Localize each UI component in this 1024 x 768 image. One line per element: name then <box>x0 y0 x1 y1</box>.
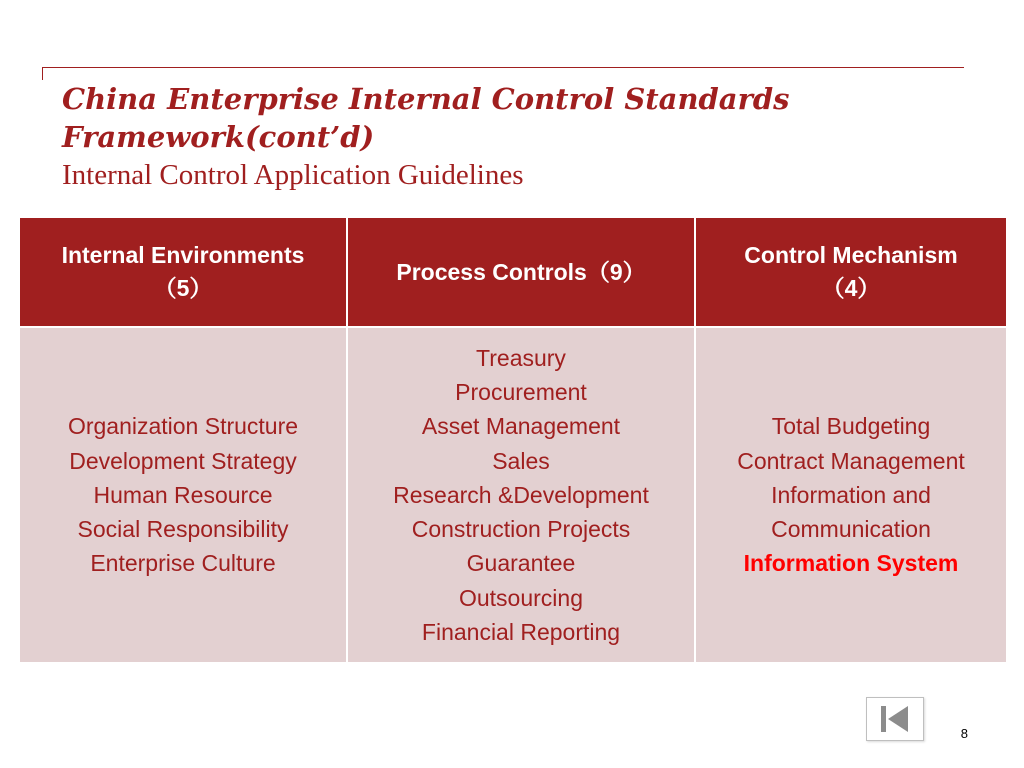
list-item: Treasury <box>476 345 566 372</box>
list-item: Outsourcing <box>458 584 583 611</box>
page-number: 8 <box>960 726 968 741</box>
list-item: Contract Management <box>737 447 965 474</box>
list-item: Enterprise Culture <box>90 550 276 577</box>
slide-title-line1: China Enterprise Internal Control Standards <box>62 82 790 116</box>
list-item: Asset Management <box>421 413 621 440</box>
title-block <box>62 80 942 194</box>
list-item: Construction Projects <box>411 516 631 543</box>
list-item: Development Strategy <box>69 447 297 474</box>
process-controls-cell <box>347 327 695 663</box>
highlighted-list-item: Information System <box>743 550 959 577</box>
list-item: Communication <box>771 516 931 543</box>
framework-table <box>18 216 1008 664</box>
control-mechanism-cell <box>695 327 1007 663</box>
top-rule-tick <box>42 67 43 80</box>
header-row <box>19 217 1007 327</box>
list-item: Organization Structure <box>67 413 299 440</box>
first-slide-button[interactable] <box>866 697 924 741</box>
header-count: （5） <box>153 275 213 301</box>
slide-title-line2: Framework(cont’d) <box>62 120 375 154</box>
list-item: Guarantee <box>466 550 576 577</box>
list-item: Procurement <box>455 379 587 406</box>
list-item: Human Resource <box>93 481 273 508</box>
header-internal-environments <box>19 217 347 327</box>
top-rule <box>42 67 964 68</box>
first-slide-icon <box>877 703 913 735</box>
list-item: Social Responsibility <box>77 516 289 543</box>
header-count: （4） <box>821 275 881 301</box>
content-row <box>19 327 1007 663</box>
list-item: Information and <box>771 481 931 508</box>
list-item: Financial Reporting <box>421 618 621 645</box>
header-label: Process Controls（9） <box>396 258 646 285</box>
list-item: Sales <box>492 447 550 474</box>
slide-subtitle: Internal Control Application Guidelines <box>62 159 524 191</box>
slide-title <box>62 80 942 156</box>
header-label: Control Mechanism <box>744 242 958 268</box>
header-process-controls <box>347 217 695 327</box>
list-item: Total Budgeting <box>771 413 931 440</box>
internal-environments-cell <box>19 327 347 663</box>
list-item: Research &Development <box>393 481 649 508</box>
header-control-mechanism <box>695 217 1007 327</box>
header-label: Internal Environments <box>61 242 305 268</box>
